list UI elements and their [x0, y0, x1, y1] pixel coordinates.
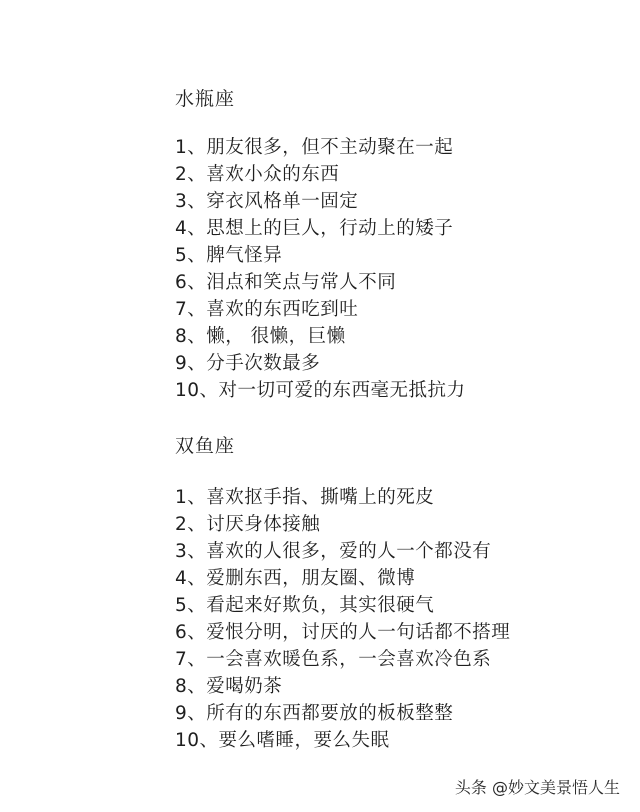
list-item: 7、喜欢的东西吃到吐: [175, 299, 359, 320]
list-item: 3、喜欢的人很多，爱的人一个都没有: [175, 541, 492, 562]
list-item: 8、爱喝奶茶: [175, 676, 283, 697]
aquarius-section-title: 水瓶座: [175, 88, 236, 110]
list-item: 6、爱恨分明，讨厌的人一句话都不搭理: [175, 622, 511, 643]
list-item: 10、要么嗜睡，要么失眠: [175, 730, 390, 751]
list-item: 5、脾气怪异: [175, 245, 283, 266]
list-item: 10、对一切可爱的东西毫无抵抗力: [175, 380, 466, 401]
pisces-section-title: 双鱼座: [175, 435, 236, 457]
list-item: 7、一会喜欢暖色系，一会喜欢冷色系: [175, 649, 492, 670]
list-item: 3、穿衣风格单一固定: [175, 191, 359, 212]
list-item: 8、懒， 很懒，巨懒: [175, 326, 346, 347]
pisces-list: [175, 484, 510, 754]
list-item: 5、看起来好欺负，其实很硬气: [175, 595, 435, 616]
list-item: 6、泪点和笑点与常人不同: [175, 272, 397, 293]
list-item: 4、思想上的巨人，行动上的矮子: [175, 218, 454, 239]
list-item: 1、喜欢抠手指、撕嘴上的死皮: [175, 487, 435, 508]
aquarius-list: [175, 134, 466, 404]
watermark: 头条 @妙文美景悟人生: [454, 778, 620, 797]
list-item: 9、所有的东西都要放的板板整整: [175, 703, 454, 724]
list-item: 2、讨厌身体接触: [175, 514, 321, 535]
list-item: 1、朋友很多，但不主动聚在一起: [175, 137, 454, 158]
list-item: 9、分手次数最多: [175, 353, 321, 374]
list-item: 2、喜欢小众的东西: [175, 164, 340, 185]
list-item: 4、爱删东西，朋友圈、微博: [175, 568, 416, 589]
